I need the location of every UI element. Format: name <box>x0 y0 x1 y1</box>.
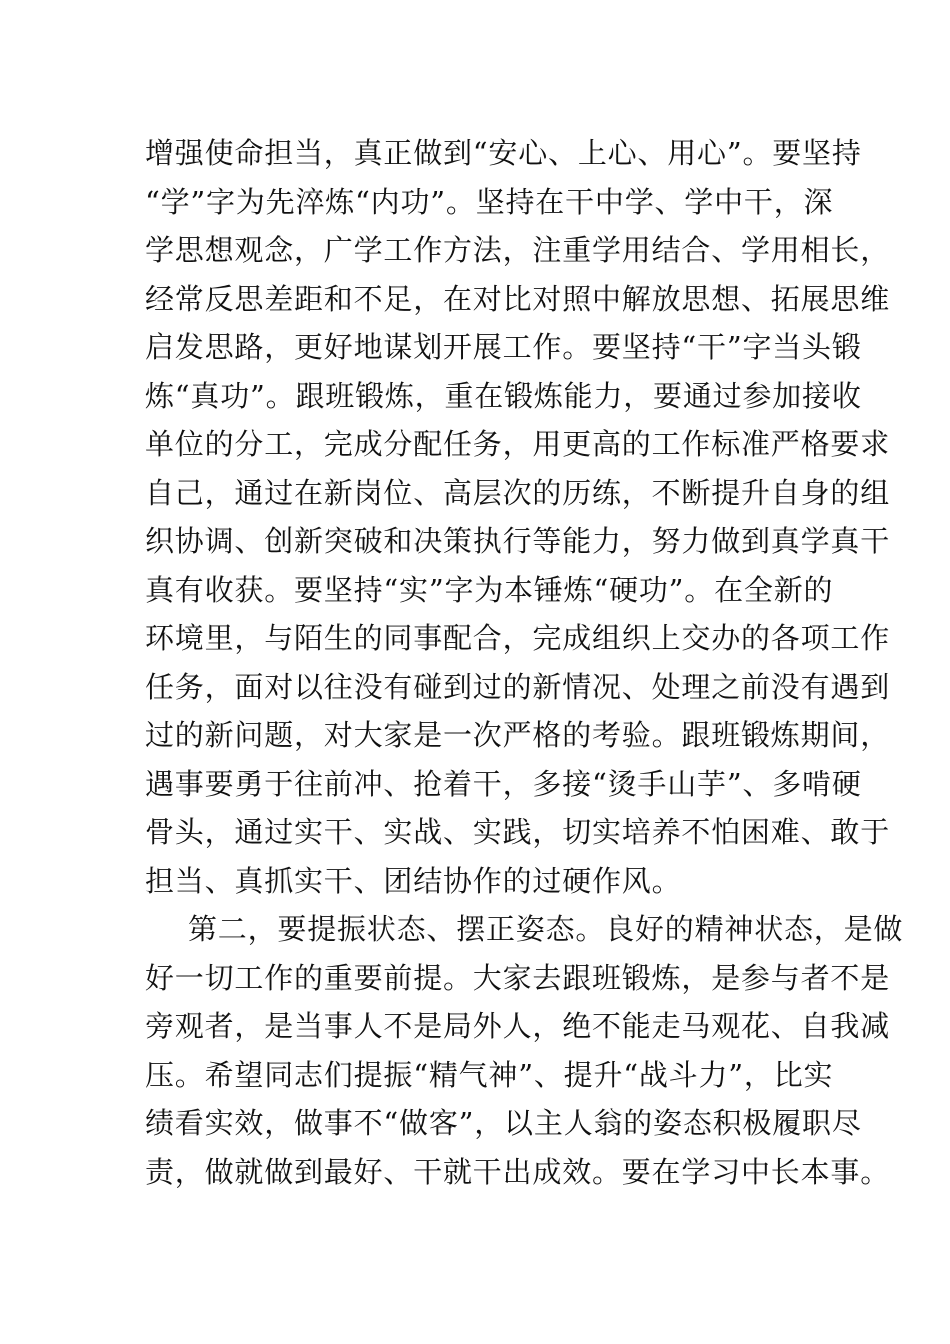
paragraph-start-line: 第二，要提振状态、摆正姿态。良好的精神状态，是做 <box>188 912 904 946</box>
text-line: 责，做就做到最好、干就干出成效。要在学习中长本事。 <box>145 1154 891 1189</box>
text-line: 任务，面对以往没有碰到过的新情况、处理之前没有遇到 <box>145 669 891 704</box>
text-line: 环境里，与陌生的同事配合，完成组织上交办的各项工作 <box>145 621 891 655</box>
text-line: 压。希望同志们提振“精气神”、提升“战斗力”，比实 <box>145 1057 834 1092</box>
text-line: 学思想观念，广学工作方法，注重学用结合、学用相长， <box>145 233 891 267</box>
text-line: “学”字为先淬炼“内功”。坚持在干中学、学中干，深 <box>145 184 834 219</box>
text-line: 经常反思差距和不足，在对比对照中解放思想、拓展思维 <box>145 281 891 316</box>
text-line: 启发思路，更好地谋划开展工作。要坚持“干”字当头锻 <box>145 330 862 364</box>
text-line: 炼“真功”。跟班锻炼，重在锻炼能力，要通过参加接收 <box>145 378 862 413</box>
text-line: 增强使命担当，真正做到“安心、上心、用心”。要坚持 <box>145 136 862 170</box>
text-line: 遇事要勇于往前冲、抢着干，多接“烫手山芋”、多啃硬 <box>145 766 862 801</box>
text-line: 织协调、创新突破和决策执行等能力，努力做到真学真干 <box>145 524 891 558</box>
text-line: 真有收获。要坚持“实”字为本锤炼“硬功”。在全新的 <box>145 572 834 607</box>
text-line: 旁观者，是当事人不是局外人，绝不能走马观花、自我减 <box>145 1009 891 1043</box>
text-line: 好一切工作的重要前提。大家去跟班锻炼，是参与者不是 <box>145 960 891 995</box>
text-line: 单位的分工，完成分配任务，用更高的工作标准严格要求 <box>145 427 891 461</box>
text-line: 自己，通过在新岗位、高层次的历练，不断提升自身的组 <box>145 475 891 510</box>
text-line: 担当、真抓实干、团结协作的过硬作风。 <box>145 863 682 898</box>
text-line: 过的新问题，对大家是一次严格的考验。跟班锻炼期间， <box>145 718 891 752</box>
body-text <box>145 129 904 1196</box>
text-line: 骨头，通过实干、实战、实践，切实培养不怕困难、敢于 <box>145 815 891 849</box>
text-line: 绩看实效，做事不“做客”，以主人翁的姿态积极履职尽 <box>145 1106 862 1140</box>
